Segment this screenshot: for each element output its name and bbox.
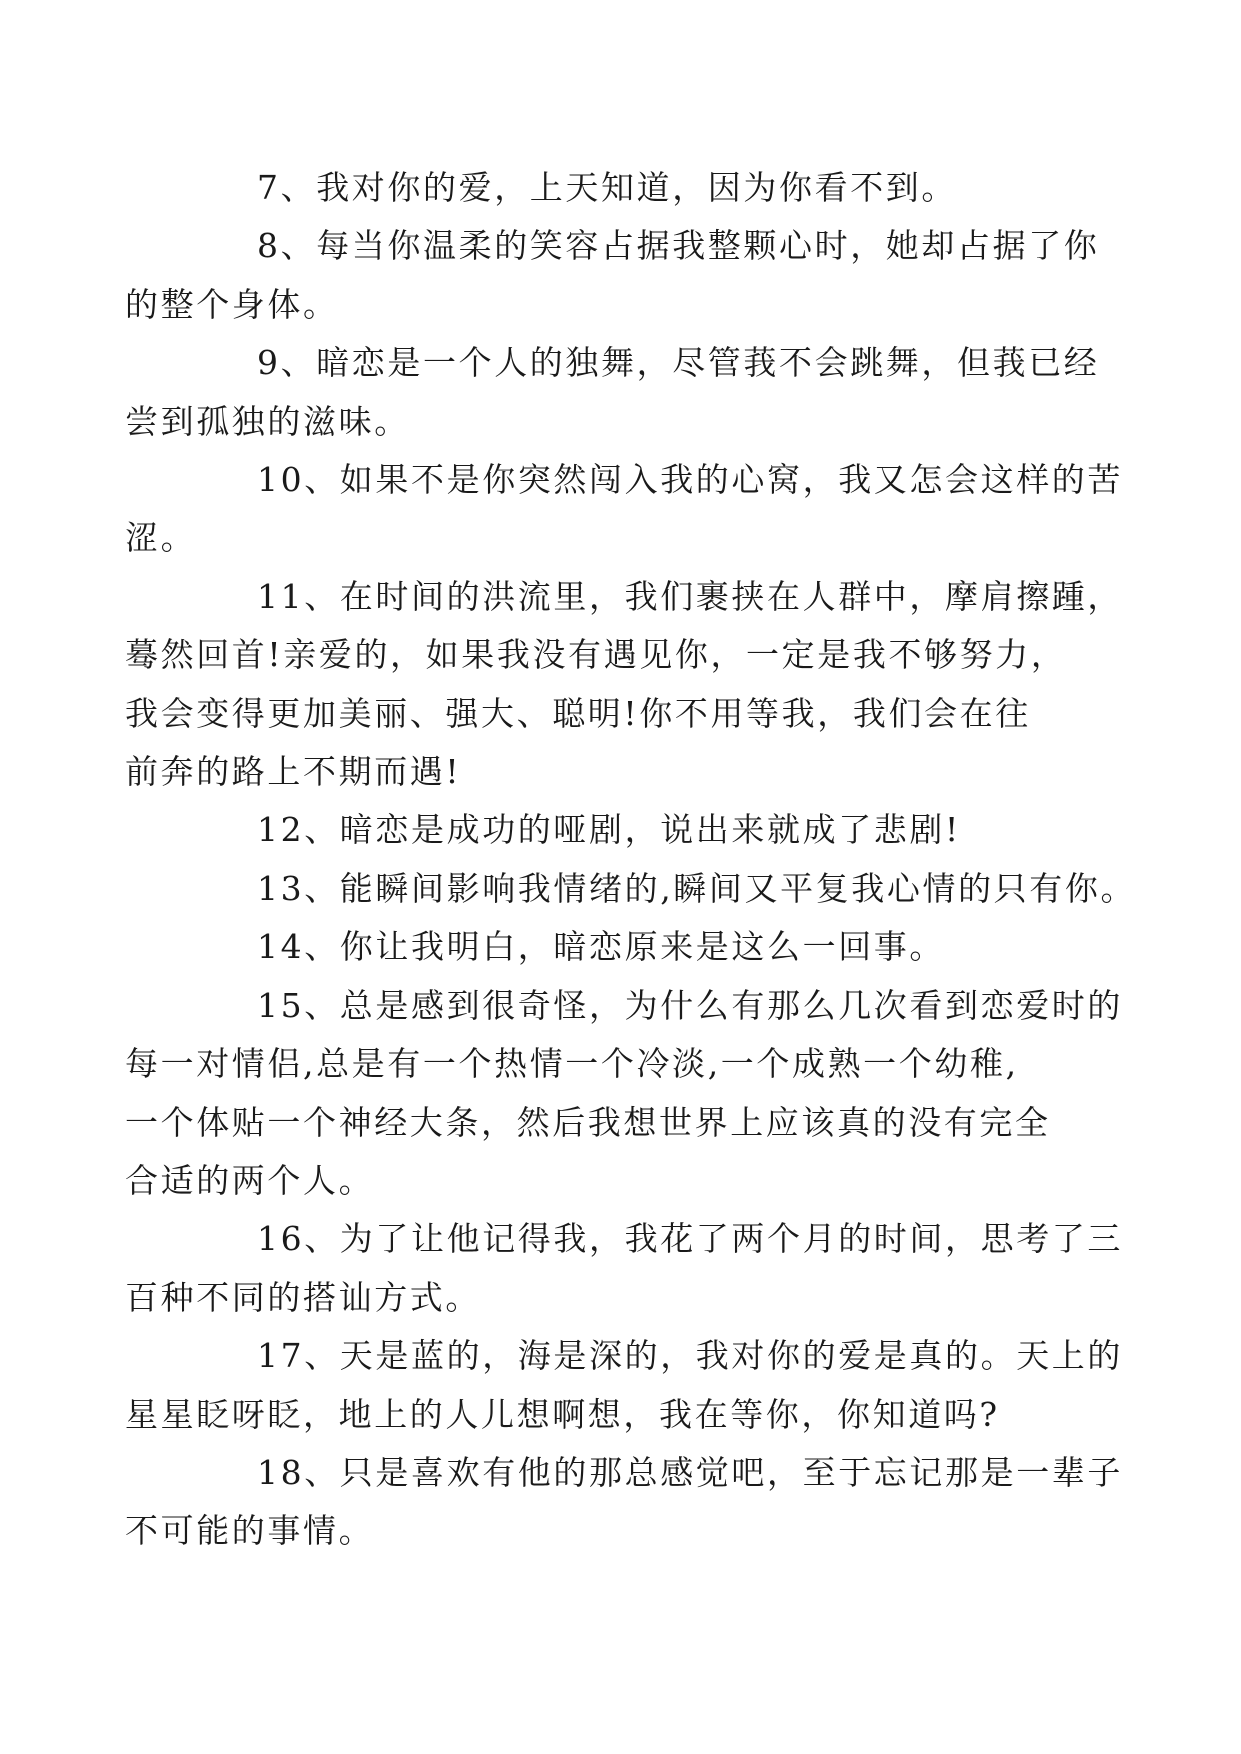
text-line: 13、能瞬间影响我情绪的,瞬间又平复我心情的只有你。 bbox=[257, 868, 1137, 908]
text-line: 每一对情侣,总是有一个热情一个冷淡,一个成熟一个幼稚, bbox=[125, 1044, 1019, 1084]
paragraph-9 bbox=[125, 334, 1100, 451]
text-line: 12、暗恋是成功的哑剧，说出来就成了悲剧! bbox=[257, 810, 961, 850]
text-line: 14、你让我明白，暗恋原来是这么一回事。 bbox=[257, 927, 945, 967]
paragraph-11 bbox=[125, 568, 1123, 802]
document-body bbox=[125, 159, 1137, 1561]
text-line: 7、我对你的爱，上天知道，因为你看不到。 bbox=[257, 168, 957, 207]
text-line: 尝到孤独的滋味。 bbox=[125, 401, 410, 441]
text-line: 11、在时间的洪流里，我们裹挟在人群中，摩肩擦踵， bbox=[257, 576, 1123, 616]
text-line: 18、只是喜欢有他的那总感觉吧，至于忘记那是一辈子 bbox=[257, 1452, 1123, 1492]
text-line: 8、每当你温柔的笑容占据我整颗心时，她却占据了你 bbox=[257, 226, 1100, 266]
paragraph-14 bbox=[191, 918, 1051, 976]
paragraph-15 bbox=[125, 977, 1123, 1211]
text-line: 合适的两个人。 bbox=[125, 1160, 375, 1200]
paragraph-17 bbox=[125, 1327, 1123, 1444]
text-line: 涩。 bbox=[125, 518, 197, 558]
text-line: 蓦然回首!亲爱的，如果我没有遇见你，一定是我不够努力， bbox=[125, 635, 1067, 675]
text-line: 不可能的事情。 bbox=[125, 1511, 375, 1551]
paragraph-12 bbox=[191, 801, 1051, 859]
paragraph-8 bbox=[125, 217, 1100, 334]
text-line: 前奔的路上不期而遇! bbox=[125, 752, 462, 792]
text-line: 16、为了让他记得我，我花了两个月的时间，思考了三 bbox=[257, 1219, 1123, 1259]
text-line: 10、如果不是你突然闯入我的心窝，我又怎会这样的苦 bbox=[257, 460, 1123, 500]
paragraph-18 bbox=[125, 1444, 1123, 1561]
paragraph-13 bbox=[191, 860, 1137, 918]
text-line: 我会变得更加美丽、强大、聪明!你不用等我，我们会在往 bbox=[125, 693, 1031, 733]
paragraph-10 bbox=[125, 451, 1123, 568]
text-line: 一个体贴一个神经大条，然后我想世界上应该真的没有完全 bbox=[125, 1102, 1051, 1142]
paragraph-16 bbox=[125, 1210, 1123, 1327]
text-line: 百种不同的搭讪方式。 bbox=[125, 1277, 481, 1317]
paragraph-7 bbox=[191, 159, 1051, 217]
text-line: 星星眨呀眨，地上的人儿想啊想，我在等你，你知道吗? bbox=[125, 1394, 1000, 1434]
text-line: 15、总是感到很奇怪，为什么有那么几次看到恋爱时的 bbox=[257, 985, 1123, 1025]
text-line: 的整个身体。 bbox=[125, 284, 339, 324]
text-line: 17、天是蓝的，海是深的，我对你的爱是真的。天上的 bbox=[257, 1336, 1123, 1376]
text-line: 9、暗恋是一个人的独舞，尽管莪不会跳舞，但莪已经 bbox=[257, 343, 1100, 383]
